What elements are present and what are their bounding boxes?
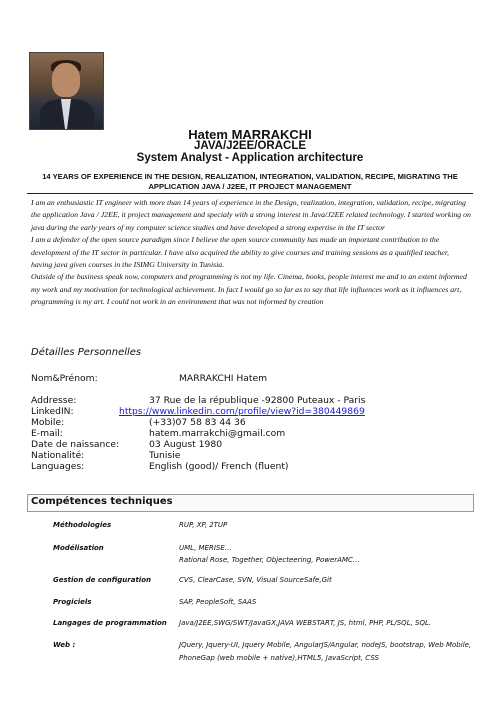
job-title-role: System Analyst - Application architecture [136,152,364,164]
skills-title: Compétences techniques [31,496,173,507]
skill-value-secondary: Rational Rose, Together, Objecteering, PowerAMC… [179,556,360,564]
languages-value: English (good)/ French (fluent) [149,461,289,472]
skill-value: SAP, PeopleSoft, SAAS [179,598,257,606]
email-label: E-mail: [31,428,63,439]
skill-value: RUP, XP, 2TUP [179,521,228,529]
email-value: hatem.marrakchi@gmail.com [149,428,286,439]
skill-label: Web : [53,641,76,649]
skill-value: Java/J2EE,SWG/SWT/JavaGX,JAVA WEBSTART, JS, html, PHP, PL/SQL, SQL. [179,619,432,627]
experience-summary: 14 YEARS OF EXPERIENCE IN THE DESIGN, REALIZATION, INTEGRATION, VALIDATION, RECIPE, MIGRATING THE APPLICATION JAVA / J2EE, IT PROJECT MANAGEMENT [42,172,458,191]
address-value: 37 Rue de la république -92800 Puteaux - Paris [149,395,366,406]
address-label: Addresse: [31,395,77,406]
skill-label: Gestion de configuration [53,576,151,584]
personal-details-title: Détailles Personnelles [31,347,142,358]
nationality-value: Tunisie [149,450,181,461]
intro-section [31,197,471,309]
candidate-name: Hatem MARRAKCHI [188,127,312,142]
profile-photo [29,52,104,130]
name-value: MARRAKCHI Hatem [179,373,268,384]
intro-paragraph: I am a defender of the open source paradigm since I believe the open source community has made an important contribution to the development of the IT sector in particular. I have also acquired the ability to give courses and training sessions as a qualified teacher, having java given courses in the ISIMG University in Tunisia. [31,235,449,270]
languages-label: Languages: [31,461,85,472]
header-divider [27,193,473,194]
skill-label: Modélisation [53,544,104,552]
intro-paragraph: I am an enthusiastic IT engineer with more than 14 years of experience in the Design, realization, integration, validation, recipe, migrating the application Java / J2EE, it project management and specialy with a strong interest in Java/J2EE related technology. I started working on java during the early years of my computer science studies and have developed a strong expertise in the IT sector [31,198,471,232]
skill-label: Méthodologies [53,521,112,529]
photo-face [52,63,80,97]
job-title-technologies: JAVA/J2EE/ORACLE [193,140,307,152]
skill-value: CVS, ClearCase, SVN, Visual SourceSafe,Git [179,576,332,584]
nationality-label: Nationalité: [31,450,85,461]
birthdate-label: Date de naissance: [31,439,120,450]
skill-label: Progiciels [53,598,92,606]
skill-value: UML, MERISE… [179,544,232,552]
mobile-label: Mobile: [31,417,65,428]
birthdate-value: 03 August 1980 [149,439,223,450]
linkedin-label: LinkedIN: [31,406,74,417]
skill-label: Langages de programmation [53,619,167,627]
skill-value: JQuery, Jquery-UI, Jquery Mobile, AngularJS/Angular, nodeJS, bootstrap, Web Mobile, PhoneGap (web mobile + native),HTML5, JavaScript, CSS [179,641,472,662]
linkedin-link[interactable]: https://www.linkedin.com/profile/view?id=380449869 [119,406,365,417]
name-label: Nom&Prénom: [31,373,98,384]
mobile-value: (+33)07 58 83 44 36 [149,417,246,428]
intro-paragraph: Outside of the business speak now, computers and programming is not my life. Cinema, books, people interest me and to an extent informed my work and my motivation for technological achievement. In fact I would go so far as to say that life influences work as it influences art, programming is my art. I could not work in an environment that was not informed by creation [31,272,467,307]
